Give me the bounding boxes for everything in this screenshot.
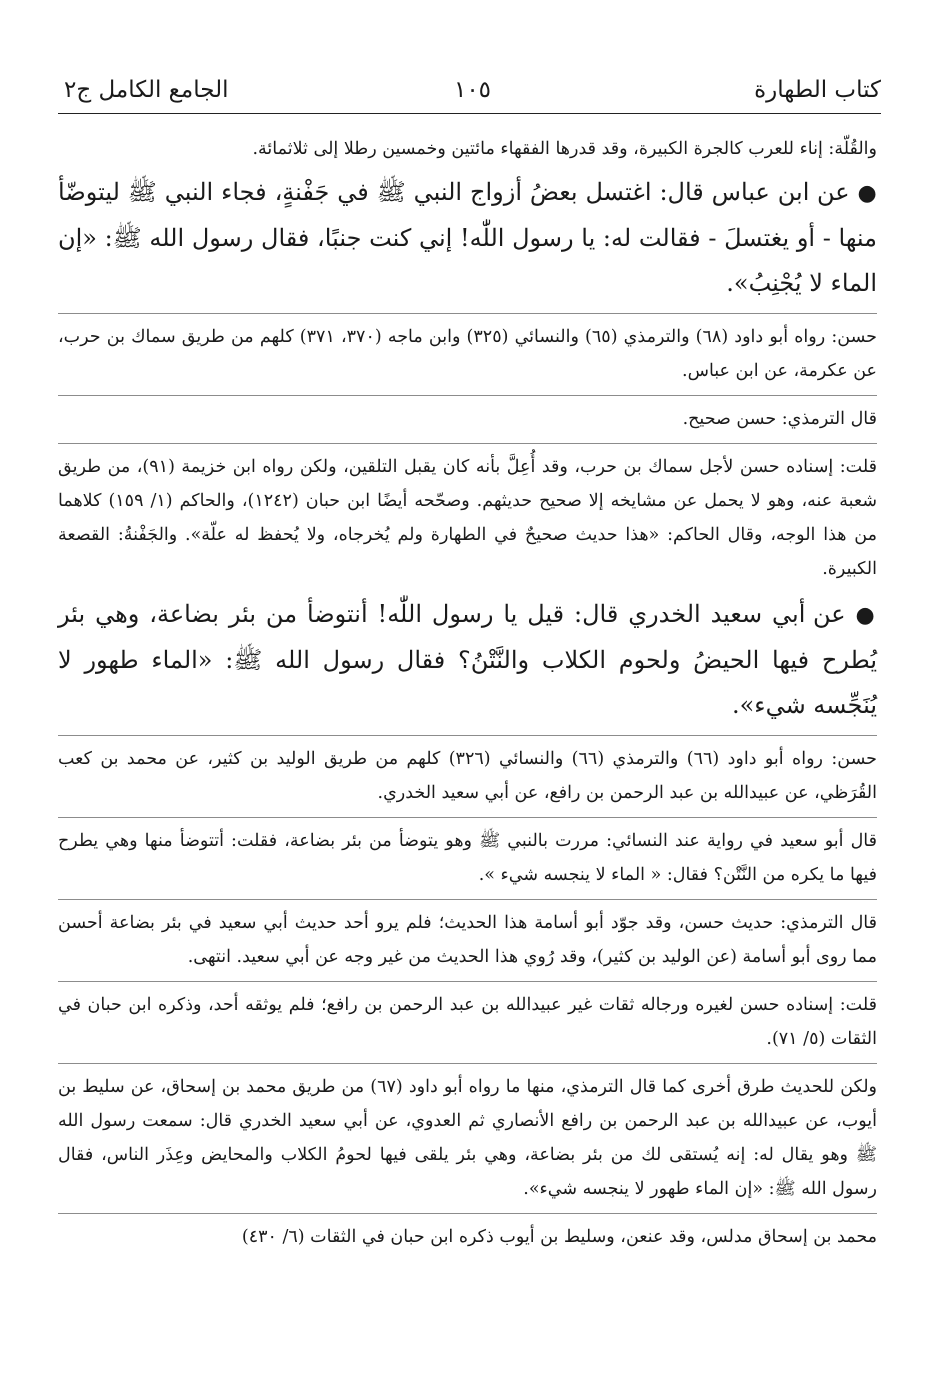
hadith-text: عن ابن عباس قال: اغتسل بعضُ أزواج النبي ﷺ في جَفْنةٍ، فجاء النبي ﷺ ليتوضّأ منها - أو يغتسلَ - فقالت له: يا رسول اللّٰه! إني كنت جنبًا، فقال رسول الله ﷺ: «إن الماء لا يُجْنِبُ». (58, 178, 877, 297)
hadith-text: عن أبي سعيد الخدري قال: قيل يا رسول اللّٰه! أنتوضأ من بئر بضاعة، وهي بئر يُطرح فيها الحيضُ ولحوم الكلاب والنَّتْنُ؟ فقال رسول الله ﷺ: «الماء طهور لا يُنَجِّسه شيء». (58, 600, 877, 719)
hadith-bullet-icon: ● (855, 603, 877, 628)
page-body (58, 132, 877, 1254)
book-title: كتاب الطهارة (754, 77, 881, 103)
section-divider (58, 1063, 877, 1064)
commentary-note: قلت: إسناده حسن لأجل سماك بن حرب، وقد أُعِلَّ بأنه كان يقبل التلقين، ولكن رواه ابن خزيمة (٩١)، من طريق شعبة عنه، وهو لا يحمل عن مشايخه إلا صحيح حديثهم. وصحّحه أيضًا ابن حبان (١٢٤٢)، والحاكم (١/ ١٥٩) كلاهما من هذا الوجه، وقال الحاكم: «هذا حديث صحيحٌ في الطهارة ولم يُخرجاه، ولا يُحفظ له علّة». والجَفْنةُ: القصعة الكبيرة. (58, 457, 878, 579)
section-divider (58, 981, 877, 982)
page-header (64, 70, 881, 110)
takhrij-note: حسن: رواه أبو داود (٦٨) والترمذي (٦٥) والنسائي (٣٢٥) وابن ماجه (٣٧٠، ٣٧١) كلهم من طريق سماك بن حرب، عن عكرمة، عن ابن عباس. (58, 327, 877, 381)
page-number: ١٠٥ (453, 77, 492, 103)
hadith-paragraph (58, 170, 877, 306)
hadith-paragraph (58, 592, 877, 728)
commentary-note: ولكن للحديث طرق أخرى كما قال الترمذي، منها ما رواه أبو داود (٦٧) من طريق محمد بن إسحاق، عن سليط بن أيوب، عن عبيدالله بن عبد الرحمن بن رافع الأنصاري ثم العدوي، عن أبي سعيد الخدري قال: سمعت رسول الله ﷺ وهو يقال له: إنه يُستقى لك من بئر بضاعة، وهي بئر يلقى فيها لحومُ الكلاب والمحايض وعِذَر الناس، فقال رسول الله ﷺ: «إن الماء طهور لا ينجسه شيء». (58, 1077, 877, 1199)
section-divider (58, 817, 877, 818)
section-divider (58, 443, 877, 444)
section-divider (58, 313, 877, 314)
takhrij-note: حسن: رواه أبو داود (٦٦) والترمذي (٦٦) والنسائي (٣٢٦) كلهم من طريق الوليد بن كثير، عن محمد بن كعب القُرَظي، عن عبيدالله بن عبد الرحمن بن رافع، عن أبي سعيد الخدري. (58, 749, 877, 803)
commentary-note: قلت: إسناده حسن لغيره ورجاله ثقات غير عبيدالله بن عبد الرحمن بن رافع؛ فلم يوثقه أحد، وذكره ابن حبان في الثقات (٥/ ٧١). (58, 995, 877, 1049)
section-divider (58, 899, 877, 900)
commentary-note: قال أبو سعيد في رواية عند النسائي: مررت بالنبي ﷺ وهو يتوضأ من بئر بضاعة، فقلت: أتتوضأ منها وهي يطرح فيها ما يكره من النَّتْن؟ فقال: « الماء لا ينجسه شيء ». (58, 831, 877, 885)
header-rule (58, 113, 881, 114)
section-divider (58, 1213, 877, 1214)
commentary-note: قال الترمذي: حديث حسن، وقد جوّد أبو أسامة هذا الحديث؛ فلم يرو أحد حديث أبي سعيد في بئر بضاعة أحسن مما روى أبو أسامة (عن الوليد بن كثير)، وقد رُوي هذا الحديث من غير وجه عن أبي سعيد. انتهى. (58, 913, 877, 967)
commentary-note: قال الترمذي: حسن صحيح. (682, 409, 877, 429)
definition-note: والقُلّة: إناء للعرب كالجرة الكبيرة، وقد قدرها الفقهاء مائتين وخمسين رطلا إلى ثلاثمائة. (252, 139, 877, 159)
section-divider (58, 395, 877, 396)
hadith-bullet-icon: ● (857, 181, 877, 206)
commentary-note: محمد بن إسحاق مدلس، وقد عنعن، وسليط بن أيوب ذكره ابن حبان في الثقات (٦/ ٤٣٠) (241, 1227, 877, 1247)
section-divider (58, 735, 877, 736)
collection-title: الجامع الكامل ج٢ (64, 77, 229, 103)
